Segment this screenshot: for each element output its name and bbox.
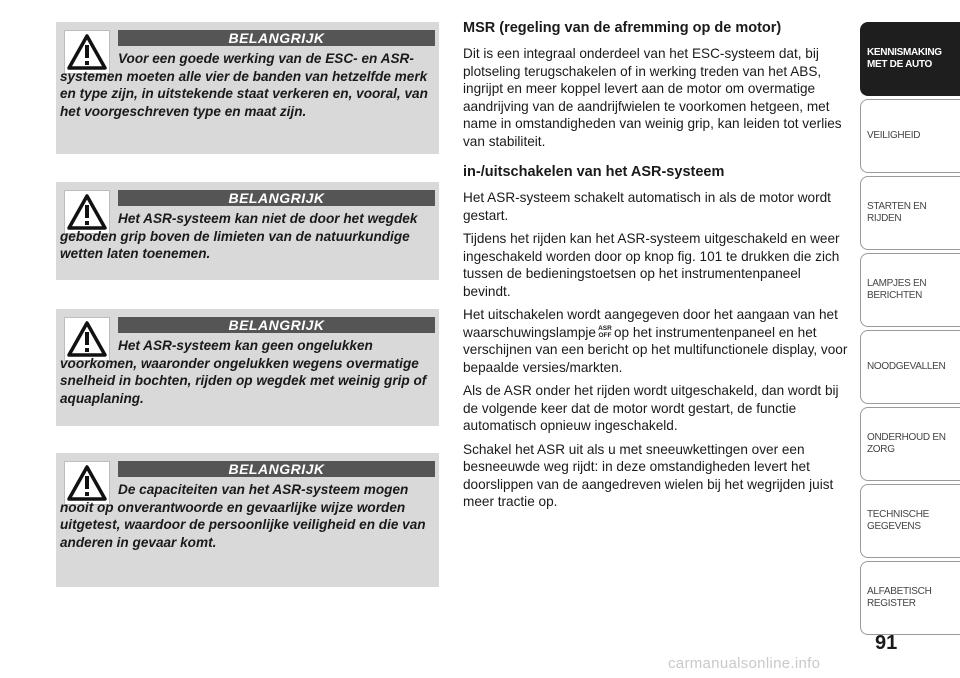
asr-paragraph-5: Schakel het ASR uit als u met sneeuwkettingen over een besneeuwde weg rijdt: in deze omstandigheden levert het doorslippen van de aangedreven wielen bij het wegrijden juist meer tractie op.: [463, 441, 834, 509]
warning-text: De capaciteiten van het ASR-systeem mogen nooit op onverantwoorde en gevaarlijke wijze worden uitgetest, waardoor de persoonlijke veiligheid en die van anderen in gevaar komt.: [60, 482, 426, 550]
warning-heading: BELANGRIJK: [118, 30, 435, 46]
asr-paragraph-3: [463, 306, 848, 376]
section-title-msr: MSR (regeling van de afremming op de motor): [463, 20, 782, 36]
tab-label: NOODGEVALLEN: [867, 361, 946, 372]
tab-label: STARTEN EN RIJDEN: [867, 201, 927, 224]
warning-heading: BELANGRIJK: [118, 461, 435, 477]
asr-paragraph-3-end: op het instrumentenpaneel en het verschijnen van een bericht op het multifunctionele display, voor bepaalde versies/markten.: [463, 324, 848, 375]
msr-paragraph: Dit is een integraal onderdeel van het ESC-systeem dat, bij plotseling terugschakelen of in werking treden van het ABS, ingrijpt en meer koppel levert aan de motor om overmatige aandrijving van de aandrijfwielen te voorkomen hetgeen, met name in omstandigheden van weinig grip, kan leiden tot verlies van stabiliteit.: [463, 46, 842, 149]
tab-starten-en-rijden[interactable]: [860, 176, 960, 250]
warning-text: Voor een goede werking van de ESC- en ASR-systemen moeten alle vier de banden van hetzelfde merk en type zijn, in uitstekende staat verkeren en, vooral, van het voorgeschreven type en maat zijn.: [60, 51, 428, 119]
tab-kennismaking[interactable]: [860, 22, 960, 96]
warning-box-3: [56, 309, 439, 426]
tab-label: ONDERHOUD EN ZORG: [867, 432, 946, 455]
section-title-asr: in-/uitschakelen van het ASR-systeem: [463, 164, 725, 180]
warning-box-1: [56, 22, 439, 154]
tab-label: TECHNISCHE GEGEVENS: [867, 509, 930, 532]
warning-box-2: [56, 182, 439, 280]
tab-label: LAMPJES EN BERICHTEN: [867, 278, 927, 301]
warning-box-4: [56, 453, 439, 587]
content-column: [463, 20, 848, 517]
watermark: carmanualsonline.info: [668, 655, 821, 672]
tab-veiligheid[interactable]: [860, 99, 960, 173]
tab-label: KENNISMAKING MET DE AUTO: [867, 47, 942, 70]
tab-onderhoud-en-zorg[interactable]: [860, 407, 960, 481]
warning-text: Het ASR-systeem kan niet de door het wegdek geboden grip boven de limieten van de natuurkundige wetten laten toenemen.: [60, 211, 418, 261]
warning-heading: BELANGRIJK: [118, 317, 435, 333]
tab-noodgevallen[interactable]: [860, 330, 960, 404]
asr-off-warning-icon: [598, 326, 612, 339]
asr-paragraph-1: Het ASR-systeem schakelt automatisch in als de motor wordt gestart.: [463, 190, 831, 223]
asr-paragraph-3-start: Het uitschakelen wordt aangegeven door het aangaan van het waarschuwingslampje: [463, 307, 838, 340]
asr-paragraph-4: Als de ASR onder het rijden wordt uitgeschakeld, dan wordt bij de volgende keer dat de motor wordt gestart, de functie automatisch opnieuw ingeschakeld.: [463, 383, 839, 433]
tab-lampjes-en-berichten[interactable]: [860, 253, 960, 327]
tab-label: VEILIGHEID: [867, 130, 921, 141]
warning-heading: BELANGRIJK: [118, 190, 435, 206]
tab-technische-gegevens[interactable]: [860, 484, 960, 558]
asr-icon-top: ASR: [598, 325, 612, 333]
page-number: 91: [875, 632, 898, 654]
asr-icon-bottom: OFF: [598, 331, 612, 339]
warning-text: Het ASR-systeem kan geen ongelukken voorkomen, waaronder ongelukken wegens overmatige snelheid in bochten, rijden op wegdek met weinig grip of aquaplaning.: [60, 338, 427, 406]
tab-label: ALFABETISCH REGISTER: [867, 586, 932, 609]
tab-alfabetisch-register[interactable]: [860, 561, 960, 635]
asr-paragraph-2: Tijdens het rijden kan het ASR-systeem uitgeschakeld en weer ingeschakeld worden door op knop fig. 101 te drukken die zich tussen de bedieningstoetsen op het instrumentenpaneel bevindt.: [463, 231, 840, 299]
